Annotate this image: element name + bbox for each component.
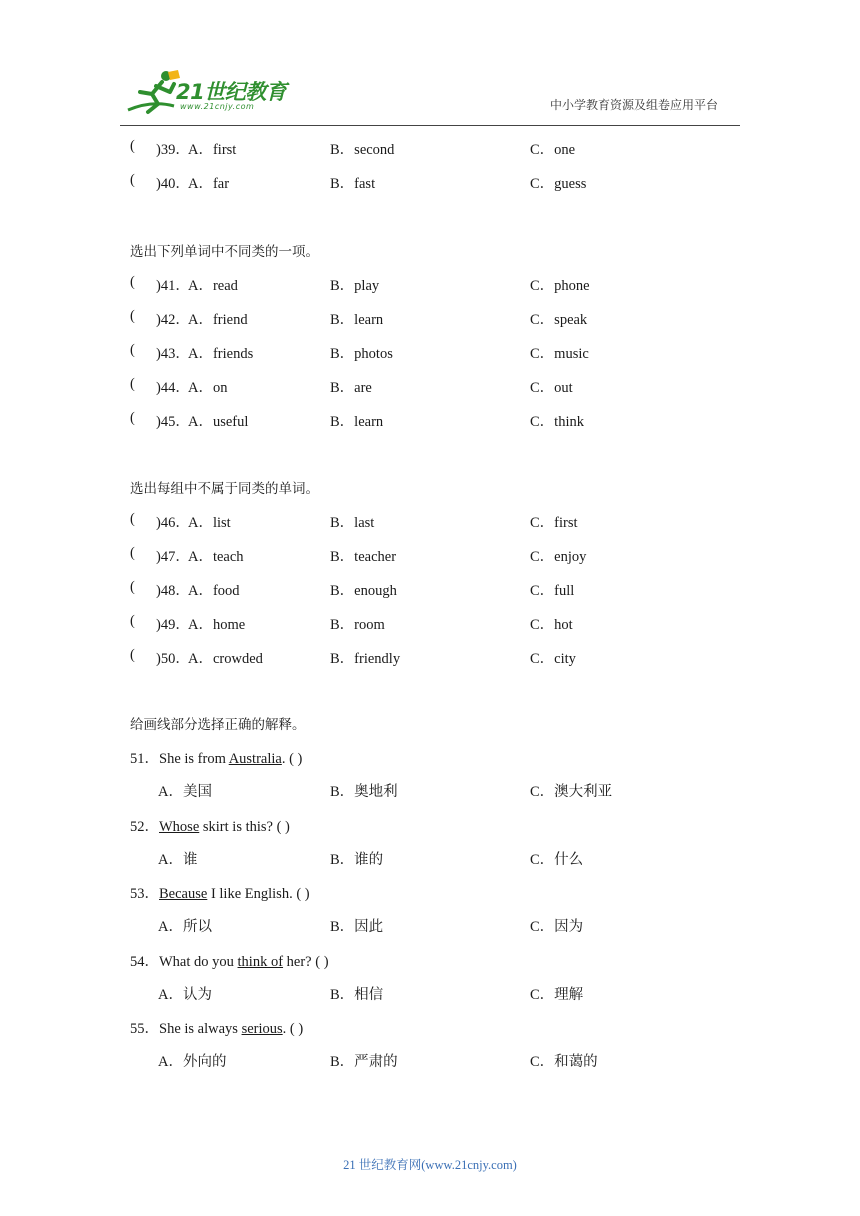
option-c: C．enjoy — [530, 549, 587, 565]
option-c: C．out — [530, 380, 573, 396]
underlined-word: Whose — [159, 819, 200, 835]
question-number: )50． — [156, 651, 190, 667]
option-a: A．谁 — [158, 852, 198, 868]
question-number: )42． — [156, 312, 190, 328]
choices-row — [0, 848, 860, 868]
option-b: B．谁的 — [330, 852, 384, 868]
answer-paren: ( — [130, 647, 135, 663]
choices-row — [0, 1050, 860, 1070]
question-row — [0, 579, 860, 599]
option-a: A．friends — [188, 346, 254, 362]
option-c: C．speak — [530, 312, 588, 328]
question-row — [0, 613, 860, 633]
question-stem — [0, 747, 860, 767]
option-a: A．teach — [188, 549, 244, 565]
option-a: A．home — [188, 617, 246, 633]
question-stem — [0, 1017, 860, 1037]
option-c: C．full — [530, 583, 575, 599]
question-text: 51．She is from Australia. ( ) — [130, 751, 303, 767]
option-a: A．food — [188, 583, 240, 599]
option-a: A．first — [188, 142, 237, 158]
option-a: A．所以 — [158, 919, 212, 935]
option-a: A．list — [188, 515, 231, 531]
option-b: B．photos — [330, 346, 393, 362]
question-row — [0, 511, 860, 531]
answer-paren: ( — [130, 410, 135, 426]
option-c: C．理解 — [530, 987, 584, 1003]
answer-paren: ( — [130, 172, 135, 188]
section-title: 选出下列单词中不同类的一项。 — [130, 244, 319, 260]
question-row — [0, 138, 860, 158]
option-b: B．second — [330, 142, 395, 158]
question-row — [0, 274, 860, 294]
page-header — [0, 0, 860, 130]
option-b: B．room — [330, 617, 385, 633]
option-c: C．first — [530, 515, 578, 531]
option-b: B．严肃的 — [330, 1054, 398, 1070]
choices-row — [0, 983, 860, 1003]
option-c: C．因为 — [530, 919, 584, 935]
question-row — [0, 342, 860, 362]
question-text: 55．She is always serious. ( ) — [130, 1021, 304, 1037]
question-number: )48． — [156, 583, 190, 599]
answer-paren: ( — [130, 342, 135, 358]
option-a: A．美国 — [158, 784, 212, 800]
answer-paren: ( — [130, 579, 135, 595]
question-number: )39． — [156, 142, 190, 158]
question-row — [0, 647, 860, 667]
option-b: B．相信 — [330, 987, 384, 1003]
option-c: C．city — [530, 651, 576, 667]
question-text: 54．What do you think of her? ( ) — [130, 954, 329, 970]
option-c: C．澳大利亚 — [530, 784, 613, 800]
section-title: 选出每组中不属于同类的单词。 — [130, 481, 319, 497]
option-a: A．far — [188, 176, 230, 192]
question-row — [0, 308, 860, 328]
option-b: B．learn — [330, 414, 384, 430]
option-b: B．are — [330, 380, 372, 396]
option-c: C．和蔼的 — [530, 1054, 598, 1070]
option-b: B．learn — [330, 312, 384, 328]
option-c: C．one — [530, 142, 576, 158]
question-row — [0, 376, 860, 396]
question-row — [0, 410, 860, 430]
question-number: )43． — [156, 346, 190, 362]
option-a: A．on — [188, 380, 228, 396]
option-c: C．music — [530, 346, 589, 362]
choices-row — [0, 780, 860, 800]
footer-link[interactable]: 21 世纪教育网(www.21cnjy.com) — [343, 1158, 517, 1172]
option-b: B．因此 — [330, 919, 384, 935]
answer-paren: ( — [130, 274, 135, 290]
option-b: B．play — [330, 278, 380, 294]
question-text: 53．Because I like English. ( ) — [130, 886, 310, 902]
answer-paren: ( — [130, 376, 135, 392]
underlined-word: serious — [241, 1021, 283, 1037]
logo-subtext: www.21cnjy.com — [180, 102, 255, 111]
option-c: C．think — [530, 414, 584, 430]
logo-text: 21世纪教育 — [176, 80, 287, 104]
question-stem — [0, 815, 860, 835]
section-title: 给画线部分选择正确的解释。 — [130, 717, 306, 733]
option-b: B．teacher — [330, 549, 397, 565]
question-stem — [0, 882, 860, 902]
question-text: 52．Whose skirt is this? ( ) — [130, 819, 290, 835]
underlined-word: Because — [159, 886, 208, 902]
underlined-word: think of — [237, 954, 284, 970]
option-b: B．fast — [330, 176, 376, 192]
question-number: )49． — [156, 617, 190, 633]
option-a: A．crowded — [188, 651, 263, 667]
option-b: B．friendly — [330, 651, 401, 667]
option-a: A．外向的 — [158, 1054, 227, 1070]
answer-paren: ( — [130, 613, 135, 629]
option-b: B．last — [330, 515, 375, 531]
question-number: )41． — [156, 278, 190, 294]
question-number: )47． — [156, 549, 190, 565]
option-b: B．奥地利 — [330, 784, 398, 800]
question-row — [0, 172, 860, 192]
option-c: C．guess — [530, 176, 587, 192]
header-divider — [120, 125, 740, 126]
question-number: )45． — [156, 414, 190, 430]
answer-paren: ( — [130, 308, 135, 324]
answer-paren: ( — [130, 511, 135, 527]
option-a: A．read — [188, 278, 238, 294]
question-stem — [0, 950, 860, 970]
answer-paren: ( — [130, 138, 135, 154]
question-row — [0, 545, 860, 565]
question-number: )40． — [156, 176, 190, 192]
question-number: )46． — [156, 515, 190, 531]
question-number: )44． — [156, 380, 190, 396]
platform-title: 中小学教育资源及组卷应用平台 — [550, 98, 719, 112]
option-a: A．friend — [188, 312, 248, 328]
option-c: C．什么 — [530, 852, 584, 868]
option-c: C．phone — [530, 278, 590, 294]
option-c: C．hot — [530, 617, 573, 633]
answer-paren: ( — [130, 545, 135, 561]
option-a: A．useful — [188, 414, 249, 430]
underlined-word: Australia — [228, 751, 282, 767]
choices-row — [0, 915, 860, 935]
option-b: B．enough — [330, 583, 397, 599]
option-a: A．认为 — [158, 987, 212, 1003]
